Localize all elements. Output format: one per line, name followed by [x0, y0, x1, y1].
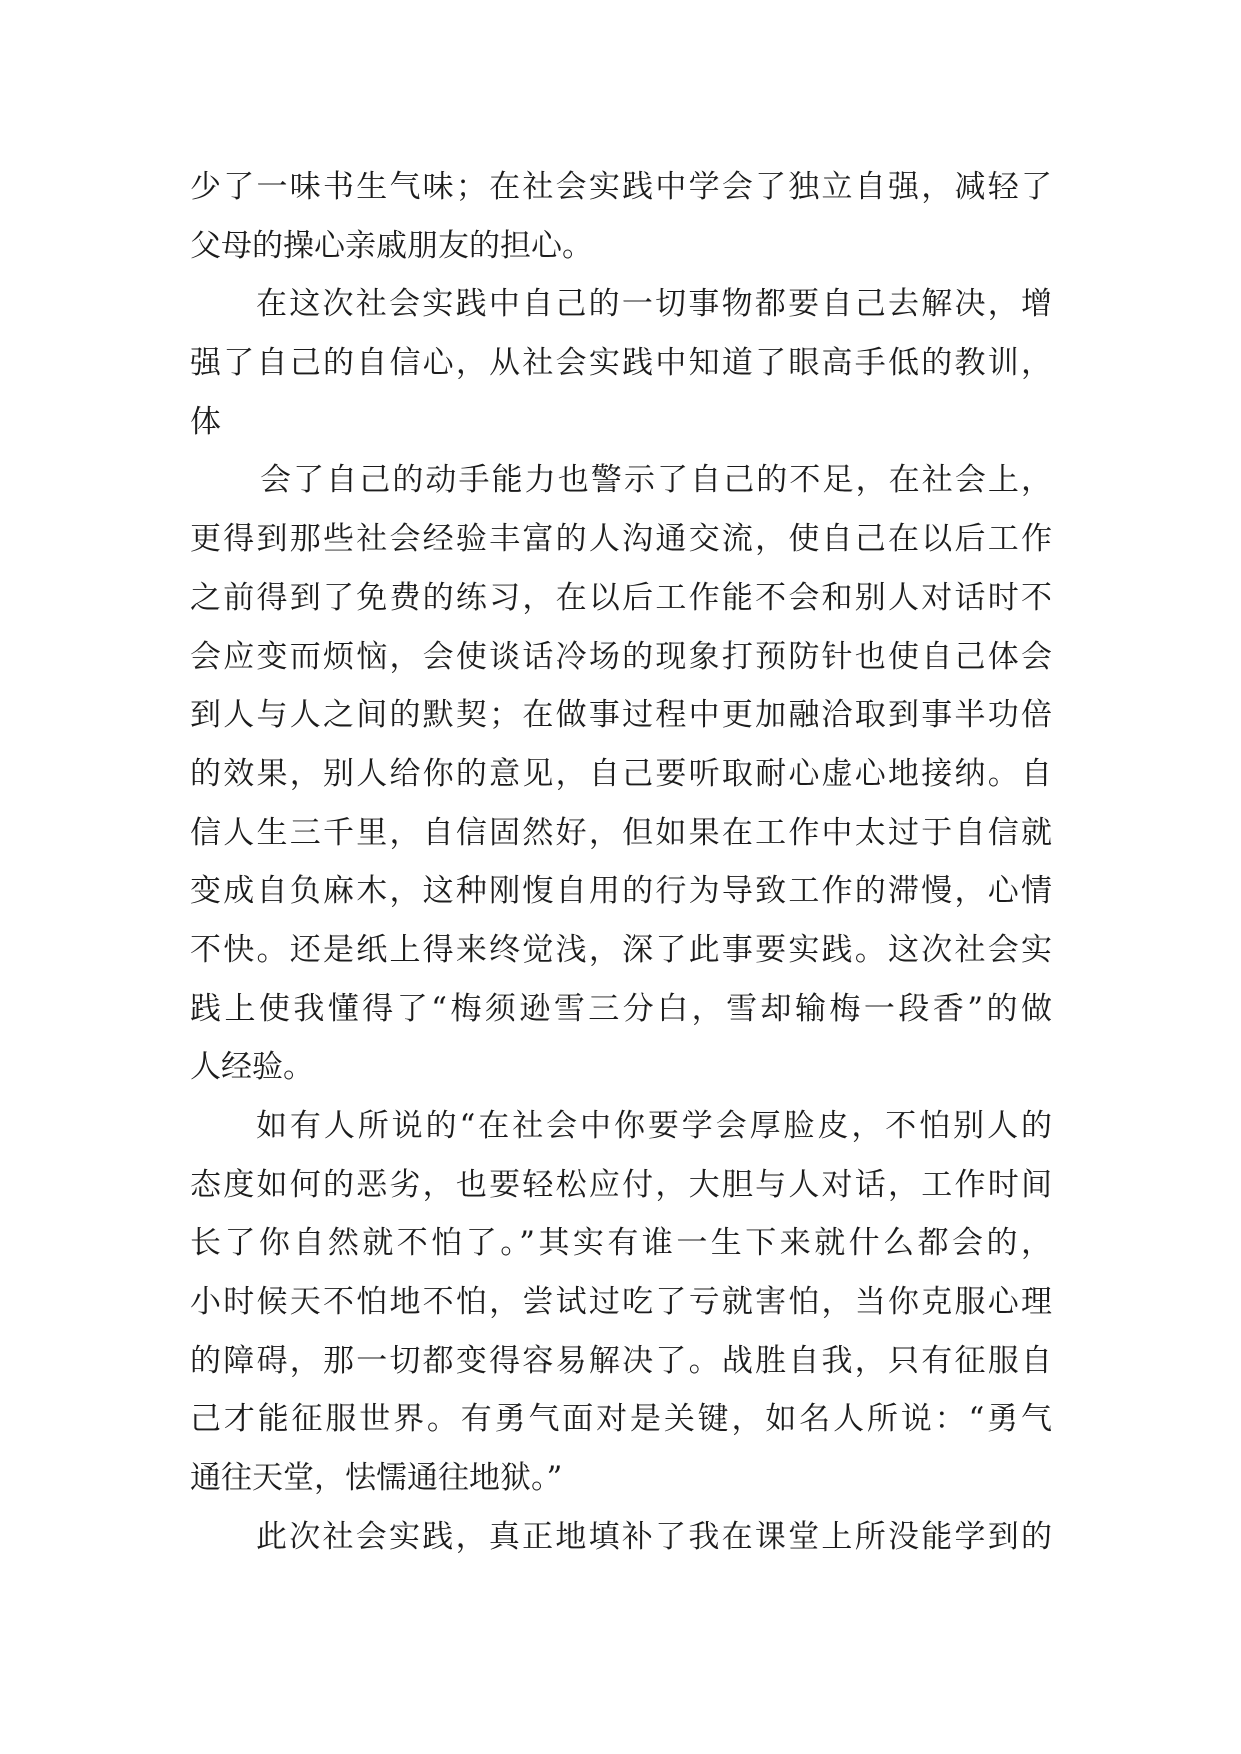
text-line: 会应变而烦恼，会使谈话冷场的现象打预防针也使自己体会 [190, 638, 1052, 675]
paragraph-start-line: 会了自己的动手能力也警示了自己的不足，在社会上， [260, 462, 1052, 499]
text-line: 小时候天不怕地不怕，尝试过吃了亏就害怕，当你克服心理 [190, 1284, 1052, 1321]
text-line: 之前得到了免费的练习，在以后工作能不会和别人对话时不 [190, 579, 1052, 616]
text-line: 人经验。 [190, 1049, 314, 1086]
text-line: 少了一味书生气味；在社会实践中学会了独立自强，减轻了 [190, 169, 1052, 205]
paragraph-start-line: 此次社会实践，真正地填补了我在课堂上所没能学到的 [256, 1518, 1052, 1555]
paragraph-start-line: 在这次社会实践中自己的一切事物都要自己去解决，增 [256, 286, 1052, 323]
text-line: 强了自己的自信心，从社会实践中知道了眼高手低的教训， [190, 345, 1052, 382]
text-line: 到人与人之间的默契；在做事过程中更加融洽取到事半功倍 [190, 697, 1052, 734]
document-body [190, 158, 1052, 1567]
text-line: 通往天堂，怯懦通往地狱。” [190, 1460, 563, 1497]
text-line: 不快。还是纸上得来终觉浅，深了此事要实践。这次社会实 [190, 931, 1052, 968]
text-line: 的效果，别人给你的意见，自己要听取耐心虚心地接纳。自 [190, 755, 1052, 792]
text-line: 信人生三千里，自信固然好，但如果在工作中太过于自信就 [190, 814, 1052, 851]
text-line: 的障碍，那一切都变得容易解决了。战胜自我，只有征服自 [190, 1342, 1052, 1379]
text-line: 父母的操心亲戚朋友的担心。 [190, 227, 593, 264]
text-line: 践上使我懂得了“梅须逊雪三分白，雪却输梅一段香”的做 [190, 990, 1052, 1027]
text-line: 己才能征服世界。有勇气面对是关键，如名人所说：“勇气 [190, 1401, 1052, 1438]
text-line: 态度如何的恶劣，也要轻松应付，大胆与人对话，工作时间 [190, 1166, 1052, 1203]
text-line: 更得到那些社会经验丰富的人沟通交流，使自己在以后工作 [190, 521, 1052, 558]
text-line: 长了你自然就不怕了。”其实有谁一生下来就什么都会的， [190, 1225, 1052, 1262]
paragraph-start-line: 如有人所说的“在社会中你要学会厚脸皮，不怕别人的 [256, 1108, 1052, 1144]
text-line: 体 [190, 403, 221, 440]
text-line: 变成自负麻木，这种刚愎自用的行为导致工作的滞慢，心情 [190, 873, 1052, 910]
